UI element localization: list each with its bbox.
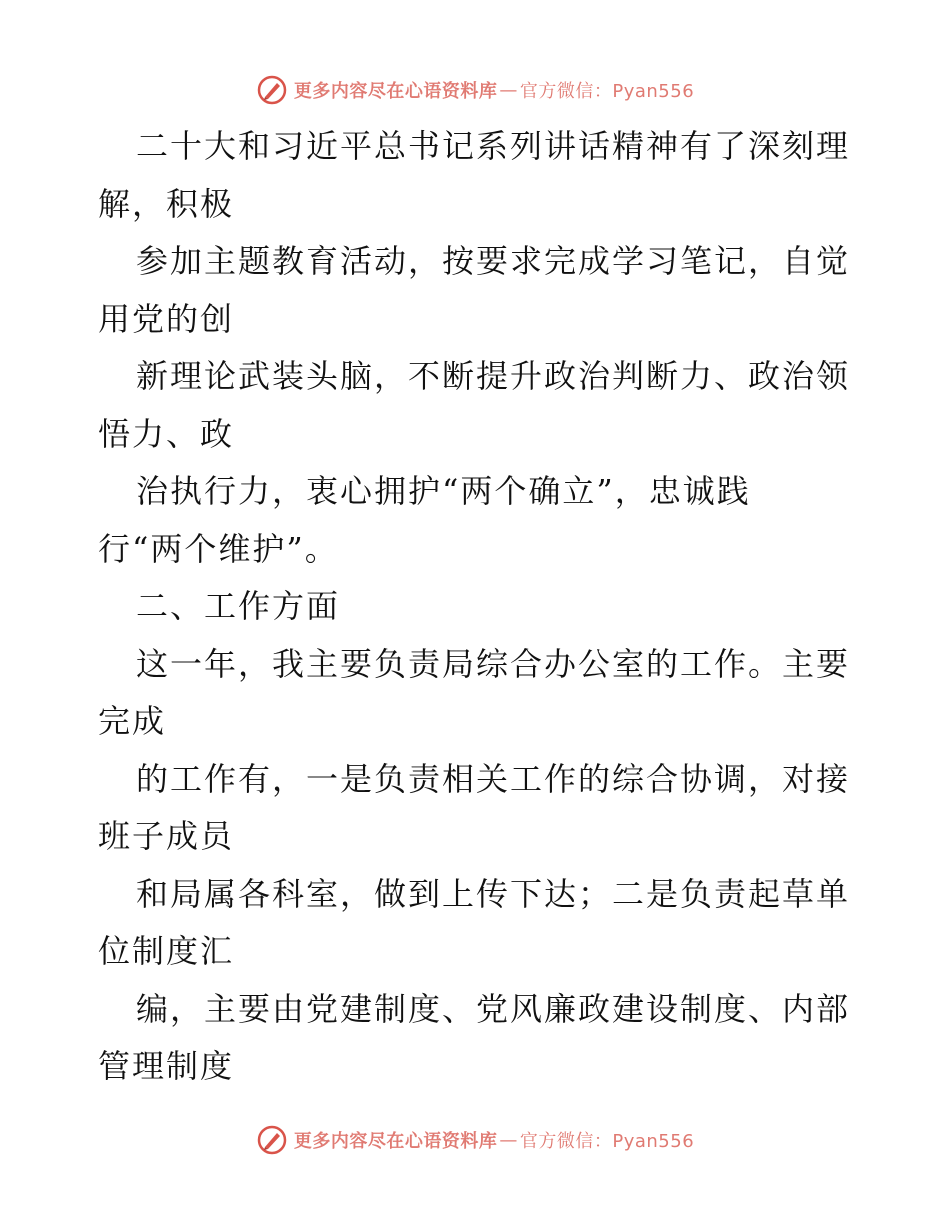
body-line: 完成 (98, 702, 167, 740)
body-line: 治执行力，衷心拥护“两个确立”，忠诚践 (136, 472, 751, 510)
watermark-sub-text: 官方微信：Pyan556 (519, 1131, 695, 1152)
body-line: 位制度汇 (98, 932, 235, 970)
body-line: 的工作有，一是负责相关工作的综合协调，对接 (136, 759, 851, 798)
footer-watermark (0, 1120, 950, 1160)
section-heading: 二、工作方面 (136, 587, 341, 625)
body-line: 管理制度 (98, 1047, 235, 1085)
document-body (98, 118, 858, 1096)
body-line: 解，积极 (98, 184, 235, 223)
watermark-dash: — (499, 1129, 518, 1151)
watermark-main-text: 更多内容尽在心语资料库 (293, 1131, 498, 1152)
pen-circle-logo-icon (256, 74, 288, 106)
body-line: 行“两个维护”。 (98, 529, 339, 568)
body-line: 参加主题教育活动，按要求完成学习笔记，自觉 (136, 242, 851, 280)
body-line: 悟力、政 (98, 414, 235, 453)
watermark-main-text: 更多内容尽在心语资料库 (293, 81, 498, 102)
body-line: 编，主要由党建制度、党风廉政建设制度、内部 (136, 989, 851, 1028)
body-line: 班子成员 (98, 817, 235, 855)
body-line: 用党的创 (98, 299, 235, 338)
body-line: 新理论武装头脑，不断提升政治判断力、政治领 (136, 357, 851, 395)
body-line: 和局属各科室，做到上传下达；二是负责起草单 (136, 874, 851, 913)
pen-circle-logo-icon (256, 1124, 288, 1156)
watermark-sub-text: 官方微信：Pyan556 (519, 81, 695, 102)
header-watermark (0, 70, 950, 110)
body-line: 这一年，我主要负责局综合办公室的工作。主要 (136, 644, 851, 683)
body-line: 二十大和习近平总书记系列讲话精神有了深刻理 (136, 127, 851, 165)
watermark-dash: — (499, 79, 518, 101)
